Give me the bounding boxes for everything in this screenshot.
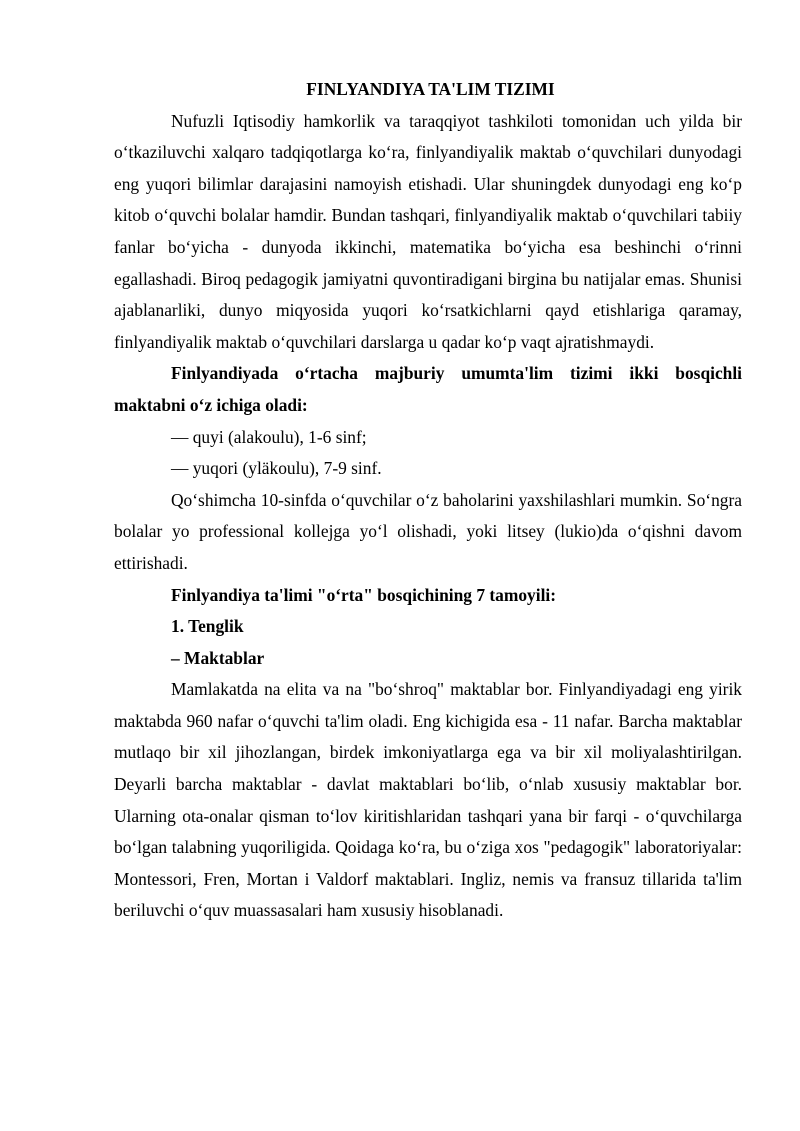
heading-schools: – Maktablar [171,647,265,668]
paragraph-school-structure: Finlyandiyada o‘rtacha majburiy umumta'lim tizimi ikki bosqichli maktabni o‘z ichiga oladi: [114,363,742,415]
list-item-upper-school: — yuqori (yläkoulu), 7-9 sinf. [171,458,382,479]
paragraph-intro: Nufuzli Iqtisodiy hamkorlik va taraqqiyot tashkiloti tomonidan uch yilda bir o‘tkaziluvchi xalqaro tadqiqotlarga ko‘ra, finlyandiyalik maktab o‘quvchilari dunyodagi eng yuqori bilimlar darajasini namoyish etishadi. Ular shuningdek dunyodagi eng ko‘p kitob o‘quvchi bolalar hamdir. Bundan tashqari, finlyandiyalik maktab o‘quvchilari tabiiy fanlar bo‘yicha - dunyoda ikkinchi, matematika bo‘yicha esa beshinchi o‘rinni egallashadi. Biroq pedagogik jamiyatni quvontiradigani birgina bu natijalar emas. Shunisi ajablanarliki, dunyo miqyosida yuqori ko‘rsatkichlarni qayd etishlariga qaramay, finlyandiyalik maktab o‘quvchilari darslarga u qadar ko‘p vaqt ajratishmaydi. [114,110,742,352]
list-item-lower-school: — quyi (alakoulu), 1-6 sinf; [171,426,367,447]
heading-principles: Finlyandiya ta'limi "o‘rta" bosqichining 7 tamoyili: [171,584,557,605]
paragraph-schools: Mamlakatda na elita va na "bo‘shroq" maktablar bor. Finlyandiyadagi eng yirik maktabda 960 nafar o‘quvchi ta'lim oladi. Eng kichigida esa - 11 nafar. Barcha maktablar mutlaqo bir xil jihozlangan, birdek imkoniyatlarga ega va bir xil moliyalashtirilgan. Deyarli barcha maktablar - davlat maktablari bo‘lib, o‘nlab xususiy maktablar bor. Ularning ota-onalar qisman to‘lov kiritishlaridan tashqari yana bir farqi - o‘quvchilarga bo‘lgan talabning yuqoriligida. Qoidaga ko‘ra, bu o‘ziga xos "pedagogik" laboratoriyalar: Montessori, Fren, Mortan i Valdorf maktablari. Ingliz, nemis va fransuz tillarida ta'lim beriluvchi o‘quv muassasalari ham xususiy hisoblanadi. [114,679,742,921]
document-title: FINLYANDIYA TA'LIM TIZIMI [306,79,555,99]
heading-equality: 1. Tenglik [171,616,244,637]
document-page [114,74,742,927]
paragraph-tenth-grade: Qo‘shimcha 10-sinfda o‘quvchilar o‘z baholarini yaxshilashlari mumkin. So‘ngra bolalar yo professional kollejga yo‘l olishadi, yoki litsey (lukio)da o‘qishni davom ettirishadi. [114,489,742,573]
